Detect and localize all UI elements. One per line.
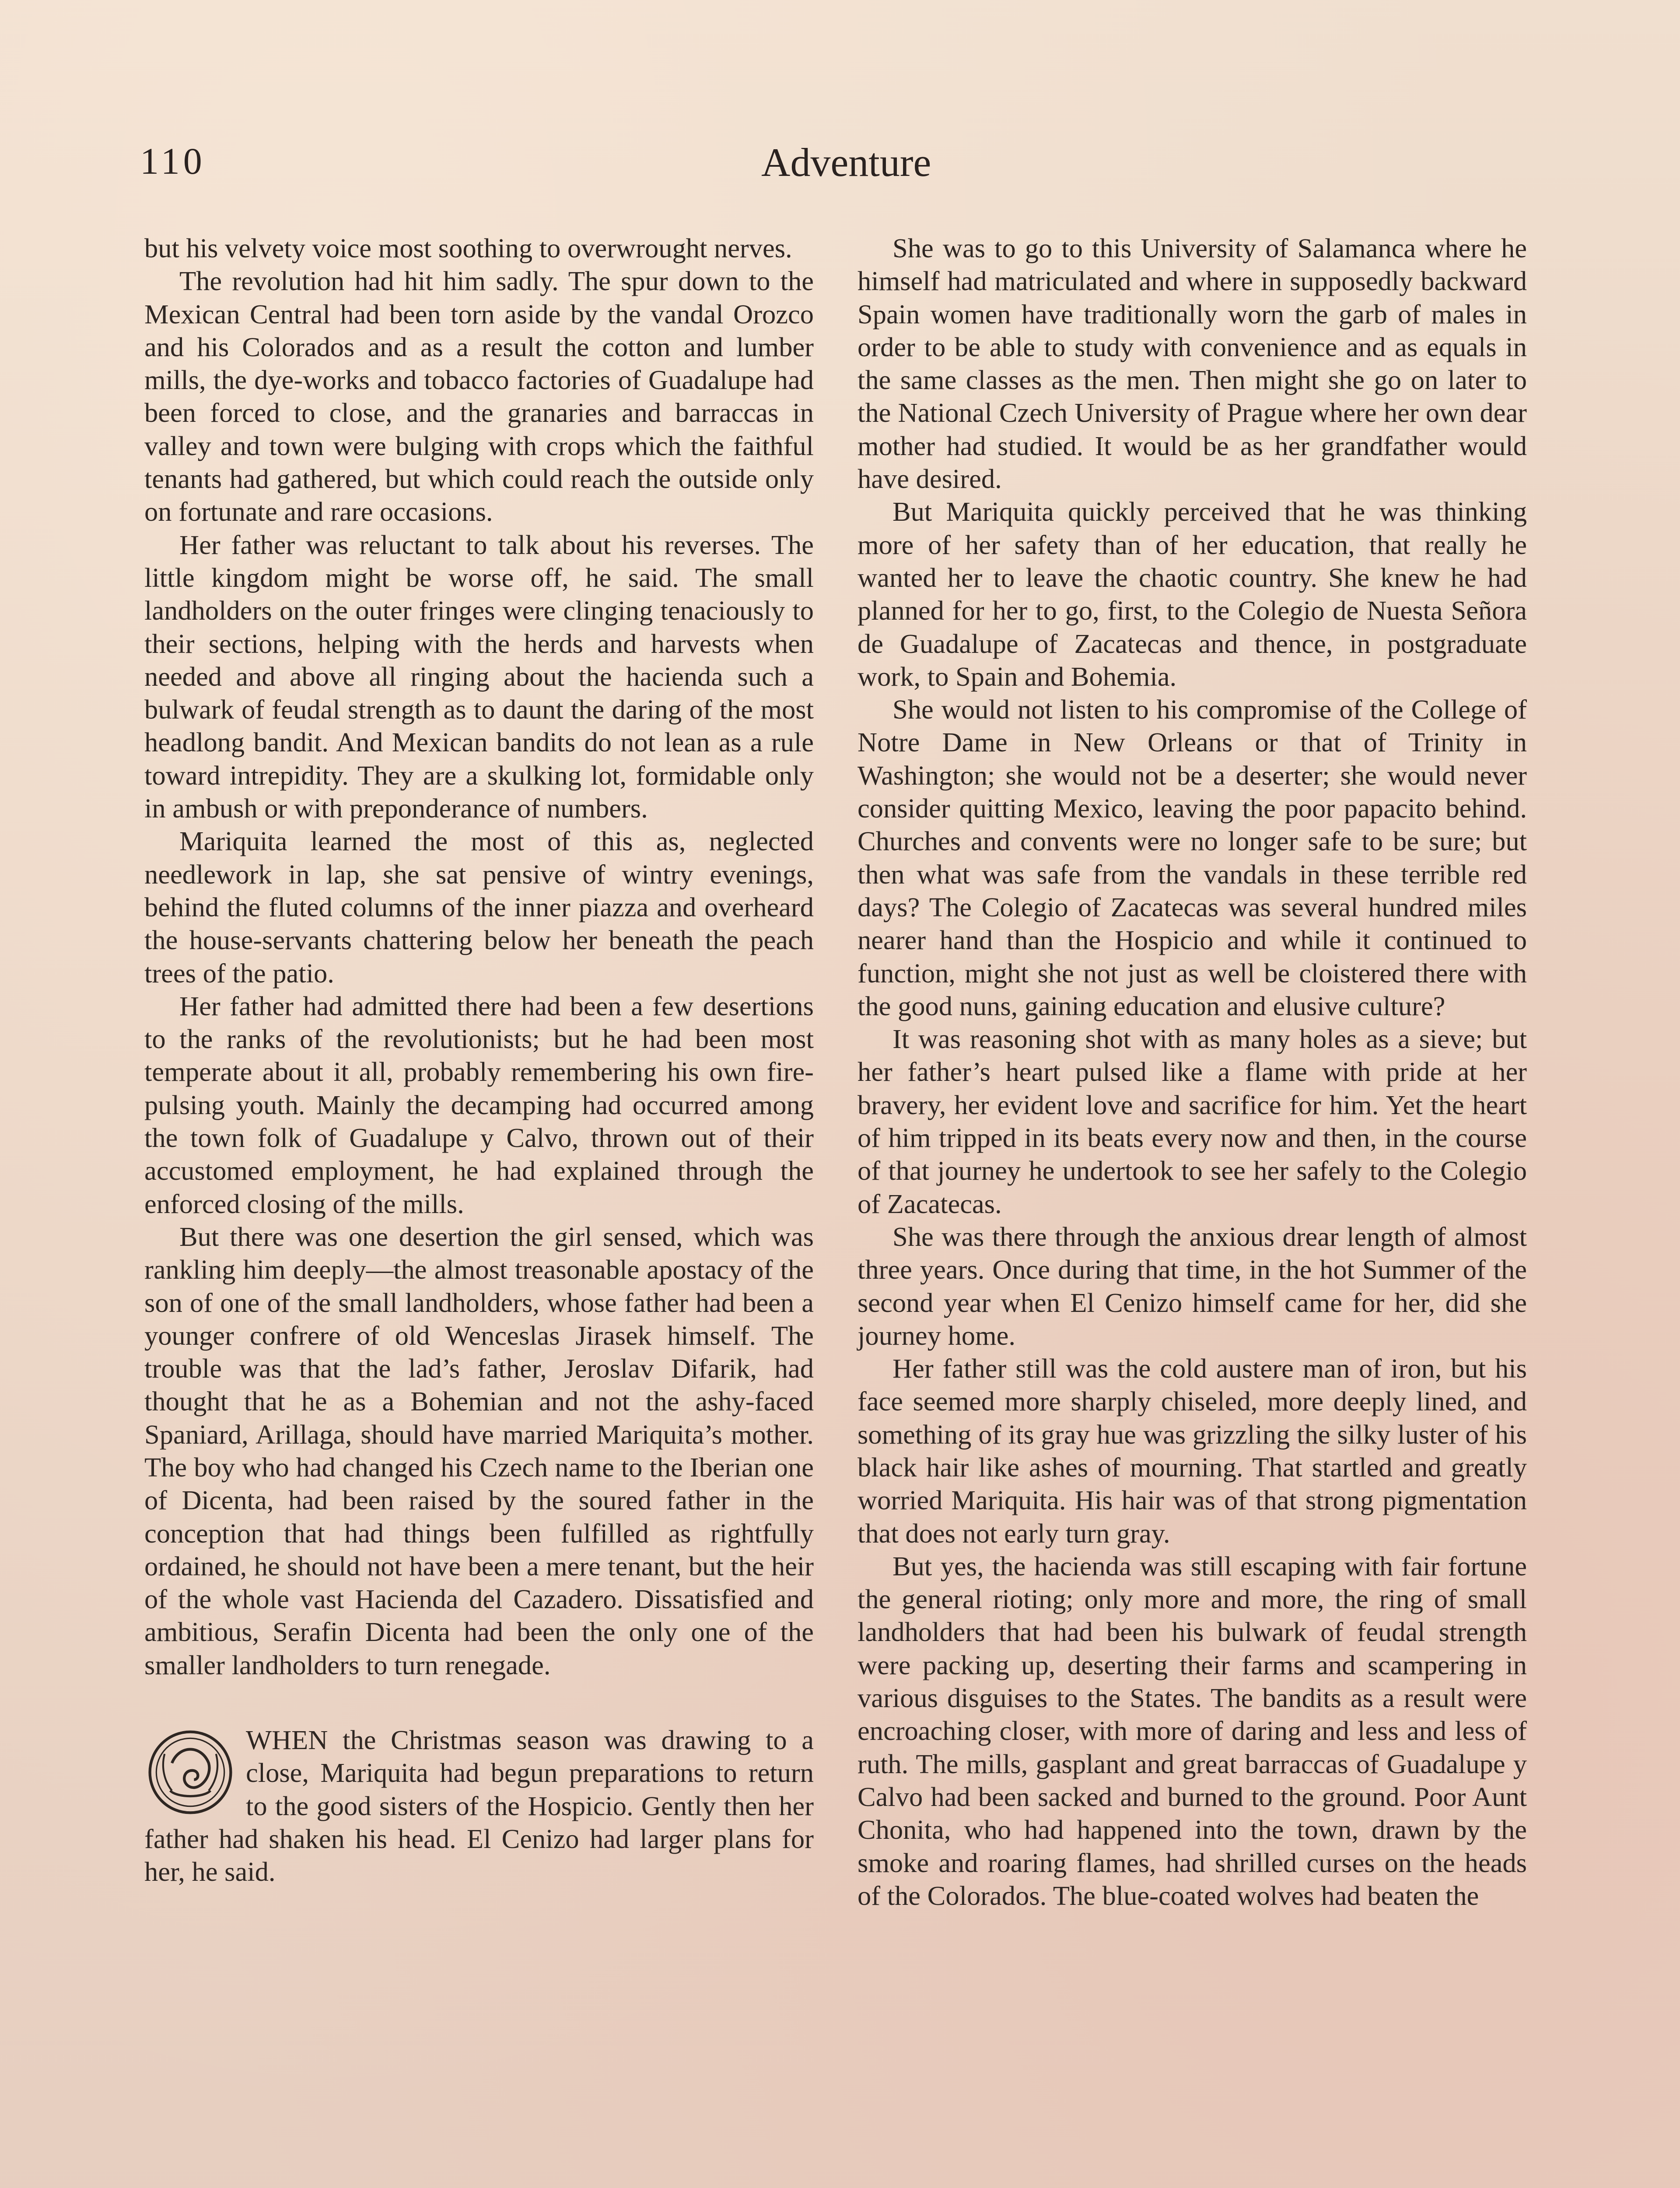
paragraph: But yes, the hacienda was still escaping with fair fortune the general rioting; only more and more, the ring of small landholders that had been his bulwark of feudal strength were packing up, deserting their farms and scampering in various disguises to the States. The bandits as a result were encroaching closer, with more of daring and less and less of ruth. The mills, gasplant and great barraccas of Guadalupe y Calvo had been sacked and burned to the ground. Poor Aunt Chonita, who had happened into the town, drawn by the smoke and roaring flames, had shrilled curses on the heads of the Colorados. The blue-coated wolves had beaten the <box>858 1550 1527 1911</box>
paragraph: But there was one desertion the girl sensed, which was rankling him deeply—the almost treasonable apostacy of the son of one of the small landholders, whose father had been a younger confrere of old Wenceslas Jirasek himself. The trouble was that the lad’s father, Jeroslav Difarik, had thought that he as a Bohemian and not the ashy-faced Spaniard, Arillaga, should have married Mariquita’s mother. The boy who had changed his Czech name to the Iberian one of Dicenta, had been raised by the soured father in the conception that had things been fulfilled as rightfully ordained, he should not have been a mere tenant, but the heir of the whole vast Hacienda del Cazadero. Dissatisfied and ambitious, Serafin Dicenta had been the only one of the smaller landholders to turn renegade. <box>144 1221 814 1680</box>
section-break <box>144 1724 814 1888</box>
running-head-title: Adventure <box>761 140 931 185</box>
page-number: 110 <box>140 140 206 182</box>
paragraph: Her father had admitted there had been a few desertions to the ranks of the revolutionists; but he had been most temperate about it all, probably remembering his own fire-pulsing youth. Mainly the decamping had occurred among the town folk of Guadalupe y Calvo, thrown out of their accustomed employment, he had explained through the enforced closing of the mills. <box>144 990 814 1219</box>
paragraph: Her father still was the cold austere man of iron, but his face seemed more sharply chiseled, more deeply lined, and something of its gray hue was grizzling the silky luster of his black hair like ashes of mourning. That startled and greatly worried Mariquita. His hair was of that strong pigmentation that does not early turn gray. <box>858 1353 1527 1549</box>
right-column <box>858 232 1527 1912</box>
left-column <box>144 232 814 1889</box>
paragraph: Mariquita learned the most of this as, neglected needlework in lap, she sat pensive of wintry evenings, behind the fluted columns of the inner piazza and overheard the house-servants chattering below her beneath the peach trees of the patio. <box>144 826 814 989</box>
paragraph: but his velvety voice most soothing to overwrought nerves. <box>144 233 792 263</box>
ornamental-initial-w-icon <box>144 1726 236 1818</box>
paragraph: The revolution had hit him sadly. The spur down to the Mexican Central had been torn aside by the vandal Orozco and his Colorados and as a result the cotton and lumber mills, the dye-works and tobacco factories of Guadalupe had been forced to close, and the granaries and barraccas in valley and town were bulging with crops which the faithful tenants had gathered, but which could reach the outside only on fortunate and rare occasions. <box>144 266 814 527</box>
section-paragraph: WHEN the Christmas season was drawing to a close, Mariquita had begun preparations to return to the good sisters of the Hospicio. Gently then her father had shaken his head. El Cenizo had larger plans for her, he said. <box>144 1725 814 1887</box>
paragraph: She was to go to this University of Salamanca where he himself had matriculated and where in supposedly backward Spain women have traditionally worn the garb of males in order to be able to study with convenience and as equals in the same classes as the men. Then might she go on later to the National Czech University of Prague where her own dear mother had studied. It would be as her grandfather would have desired. <box>858 233 1527 494</box>
paragraph: She was there through the anxious drear length of almost three years. Once during that time, in the hot Summer of the second year when El Cenizo himself came for her, did she journey home. <box>858 1221 1527 1351</box>
paragraph: Her father was reluctant to talk about his reverses. The little kingdom might be worse off, he said. The small landholders on the outer fringes were clinging tenaciously to their sections, helping with the herds and harvests when needed and above all ringing about the hacienda such a bulwark of feudal strength as to daunt the daring of the most headlong bandit. And Mexican bandits do not lean as a rule toward intrepidity. They are a skulking lot, formidable only in ambush or with preponderance of numbers. <box>144 529 814 824</box>
paragraph: She would not listen to his compromise of the College of Notre Dame in New Orleans or that of Trinity in Washington; she would not be a deserter; she would never consider quitting Mexico, leaving the poor papacito behind. Churches and convents were no longer safe to be sure; but then what was safe from the vandals in these terrible red days? The Colegio of Zacatecas was several hundred miles nearer hand than the Hospicio and while it continued to function, might she not just as well be cloistered there with the good nuns, gaining education and elusive culture? <box>858 694 1527 1021</box>
page-header <box>140 139 1544 192</box>
paragraph: But Mariquita quickly perceived that he was thinking more of her safety than of her education, that really he wanted her to leave the chaotic country. She knew he had planned for her to go, first, to the Colegio de Nuesta Señora de Guadalupe of Zacatecas and thence, in postgraduate work, to Spain and Bohemia. <box>858 496 1527 692</box>
paragraph: It was reasoning shot with as many holes as a sieve; but her father’s heart pulsed like a flame with pride at her bravery, her evident love and sacrifice for him. Yet the heart of him tripped in its beats every now and then, in the course of that journey he undertook to see her safely to the Colegio of Zacatecas. <box>858 1024 1527 1219</box>
